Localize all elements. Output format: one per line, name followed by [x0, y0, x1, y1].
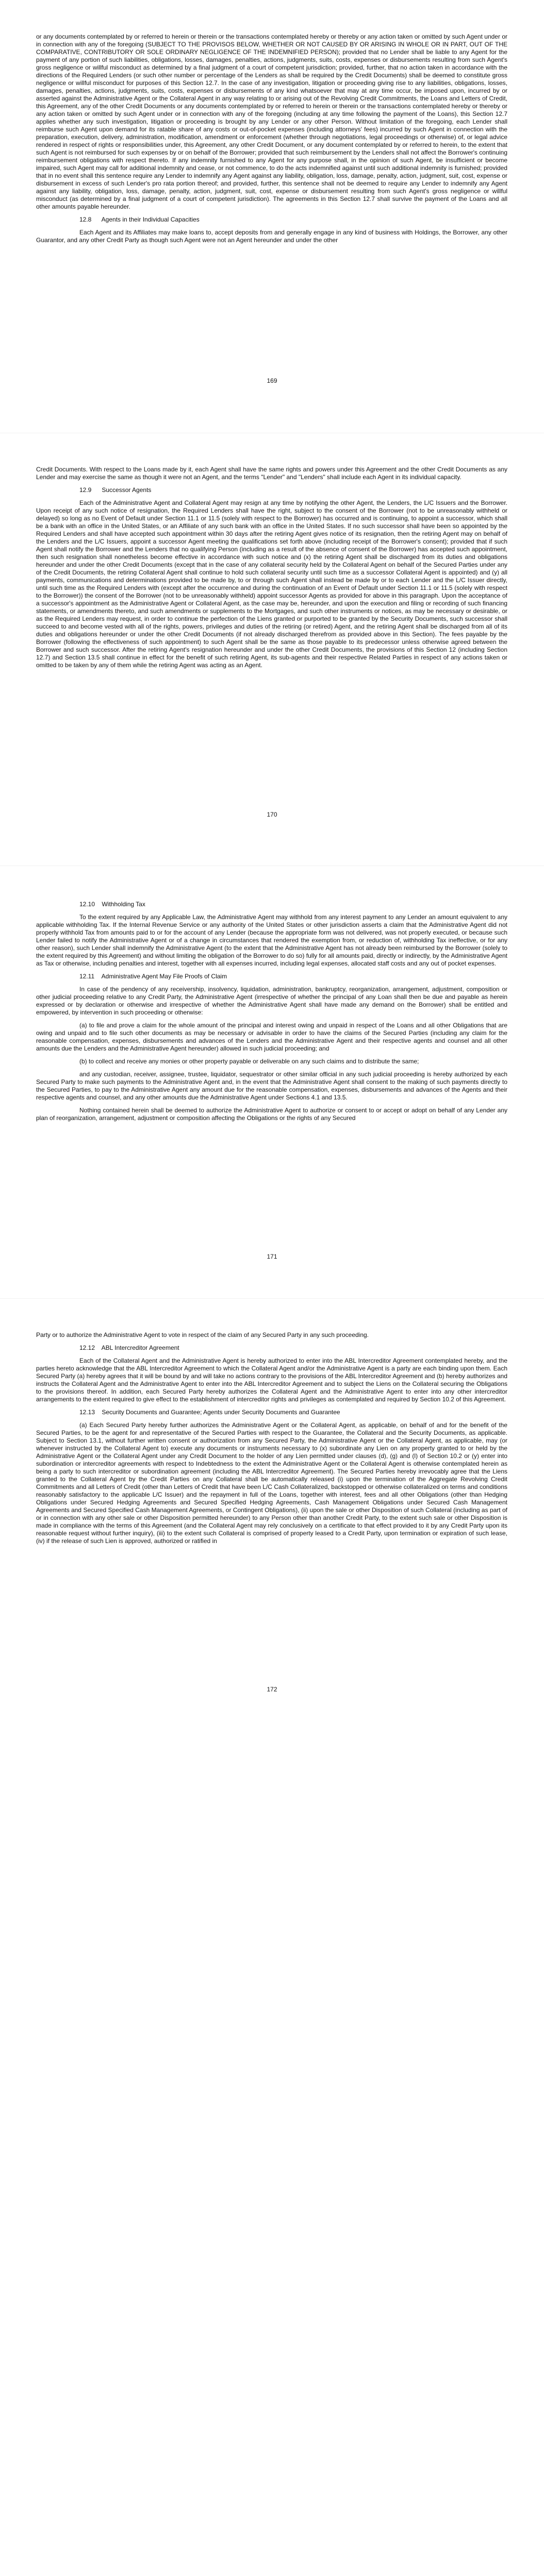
section-heading: [36, 486, 507, 494]
paragraph: Credit Documents. With respect to the Loans made by it, each Agent shall have the same rights and powers under this Agreement and the other Credit Documents as any Lender and may exercise the same as though it were not an Agent, and the terms "Lender" and "Lenders" shall include each Agent in its individual capacity.: [36, 466, 507, 481]
section-heading: [36, 901, 507, 908]
section-number: 12.9: [79, 486, 92, 494]
paragraph: To the extent required by any Applicable Law, the Administrative Agent may withhold from any interest payment to any Lender an amount equivalent to any applicable withholding Tax. If the Internal Revenue Service or any authority of the United States or other jurisdiction asserts a claim that the Administrative Agent did not properly withhold Tax from amounts paid to or for the account of any Lender (because the appropriate form was not delivered, was not properly executed, or because such Lender failed to notify the Administrative Agent or of a change in circumstances that rendered the exemption from, or reduction of, withholding Tax ineffective, or for any other reason), such Lender shall indemnify the Administrative Agent (to the extent that the Administrative Agent has not already been reimbursed by the Borrower (solely to the extent required by this Agreement) and without limiting the obligation of the Borrower to do so) fully for all amounts paid, directly or indirectly, by the Administrative Agent as Tax or otherwise, including penalties and interest, together with all expenses incurred, including legal expenses, allocated staff costs and any out of pocket expenses.: [36, 913, 507, 967]
section-title: Withholding Tax: [102, 901, 145, 908]
paragraph: Nothing contained herein shall be deemed to authorize the Administrative Agent to authorize or consent to or accept or adopt on behalf of any Lender any plan of reorganization, arrangement, adjustment or composition affecting the Obligations or the rights of any Secured: [36, 1107, 507, 1122]
section-heading: [36, 973, 507, 980]
page-body: [36, 1331, 507, 1550]
page-number: 172: [267, 1686, 277, 1693]
clause-a: (a) Each Secured Party hereby further authorizes the Administrative Agent or the Collateral Agent, as applicable, on behalf of and for the benefit of the Secured Parties, to be the agent for and representative of the Secured Parties with respect to the Guarantee, the Collateral and the Security Documents, as applicable. Subject to Section 13.1, without further written consent or authorization from any Secured Party, the Administrative Agent or the Collateral Agent, as applicable, may (or whenever instructed by the Collateral Agent to) execute any documents or instruments necessary to (x) subordinate any Lien on any property granted to or held by the Administrative Agent or the Collateral Agent under any Credit Document to the holder of any Lien permitted under clauses (d), (g) and (l) of Section 10.2 or (y) enter into subordination or intercreditor agreements with respect to Indebtedness to the extent the Administrative Agent or the Collateral Agent is otherwise contemplated herein as being a party to such intercreditor or subordination agreement (including the ABL Intercreditor Agreement). The Secured Parties hereby irrevocably agree that the Liens granted to the Collateral Agent by the Credit Parties on any Collateral shall be automatically released (i) upon the termination of the Aggregate Revolving Credit Commitments and all Letters of Credit (other than Letters of Credit that have been L/C Cash Collateralized, backstopped or otherwise collateralized on terms and conditions reasonably satisfactory to the applicable L/C Issuer) and the repayment in full of the Loans, together with interest, fees and all other Obligations (other than Hedging Obligations under Secured Hedging Agreements and Secured Specified Hedging Agreements, Cash Management Obligations under Secured Cash Management Agreements and Secured Specified Cash Management Agreements, or Contingent Obligations), (ii) upon the sale or other Disposition of such Collateral (including as part of or in connection with any other sale or other Disposition permitted hereunder) to any Person other than another Credit Party, to the extent such sale or other Disposition is made in compliance with the terms of this Agreement (and the Collateral Agent may rely conclusively on a certificate to that effect provided to it by any Credit Party upon its reasonable request without further inquiry), (iii) to the extent such Collateral is comprised of property leased to a Credit Party, upon termination or expiration of such lease, (iv) if the release of such Lien is approved, authorized or ratified in: [36, 1421, 507, 1545]
paragraph: Each Agent and its Affiliates may make loans to, accept deposits from and generally engage in any kind of business with Holdings, the Borrower, any other Guarantor, and any other Credit Party as though such Agent were not an Agent hereunder and under the other: [36, 229, 507, 244]
page-number: 170: [267, 811, 277, 818]
paragraph: Each of the Administrative Agent and Collateral Agent may resign at any time by notifying the other Agent, the Lenders, the L/C Issuers and the Borrower. Upon receipt of any such notice of resignation, the Required Lenders shall have the right, subject to the consent of the Borrower (not to be unreasonably withheld or delayed) so long as no Event of Default under Section 11.1 or 11.5 (solely with respect to the Borrower) has occurred and is continuing, to appoint a successor, which shall be a bank with an office in the United States, or an Affiliate of any such bank with an office in the United States. If no such successor shall have been so appointed by the Required Lenders and shall have accepted such appointment within 30 days after the retiring Agent gives notice of its resignation, then the retiring Agent may on behalf of the Lenders and the L/C Issuers, appoint a successor Agent meeting the qualifications set forth above (including receipt of the Borrower's consent); provided that if such Agent shall notify the Borrower and the Lenders that no qualifying Person (including as a result of the absence of consent of the Borrower) has accepted such appointment, then such resignation shall nonetheless become effective in accordance with such notice and (x) the retiring Agent shall be discharged from its duties and obligations hereunder and under the other Credit Documents (except that in the case of any collateral security held by the Collateral Agent on behalf of the Secured Parties under any of the Credit Documents, the retiring Collateral Agent shall continue to hold such collateral security until such time as a successor Collateral Agent is appointed) and (y) all payments, communications and determinations provided to be made by, to or through such Agent shall instead be made by or to each Lender and the L/C Issuer directly, until such time as the Required Lenders with (except after the occurrence and during the continuation of an Event of Default under Section 11.1 or 11.5 (solely with respect to the Borrower)) the consent of the Borrower (not to be unreasonably withheld) appoint successor Agents as provided for above in this paragraph. Upon the acceptance of a successor's appointment as the Administrative Agent or Collateral Agent, as the case may be, hereunder, and upon the execution and filing or recording of such financing statements, or amendments thereto, and such amendments or supplements to the Mortgages, and such other instruments or notices, as may be necessary or desirable, or as the Required Lenders may request, in order to continue the perfection of the Liens granted or purported to be granted by the Security Documents, such successor shall succeed to and become vested with all of the rights, powers, privileges and duties of the retiring (or retired) Agent, and the retiring Agent shall be discharged from all of its duties and obligations hereunder or under the other Credit Documents (if not already discharged therefrom as provided above in this Section). The fees payable by the Borrower (following the effectiveness of such appointment) to such Agent shall be the same as those payable to its predecessor unless otherwise agreed between the Borrower and such successor. After the retiring Agent's resignation hereunder and under the other Credit Documents, the provisions of this Section 12 (including Section 12.7) and Section 13.5 shall continue in effect for the benefit of such retiring Agent, its sub-agents and their respective Related Parties in respect of any actions taken or omitted to be taken by any of them while the retiring Agent was acting as an Agent.: [36, 499, 507, 669]
page-body: [36, 899, 507, 1127]
section-number: 12.8: [79, 216, 92, 223]
paragraph: and any custodian, receiver, assignee, trustee, liquidator, sequestrator or other similar official in any such judicial proceeding is hereby authorized by each Secured Party to make such payments to the Administrative Agent and, in the event that the Administrative Agent shall consent to the making of such payments directly to the Secured Parties, to pay to the Administrative Agent any amount due for the reasonable compensation, expenses, disbursements and advances of the Agents and their respective agents and counsel, and any other amounts due the Administrative Agent under Sections 4.1 and 13.5.: [36, 1071, 507, 1101]
section-heading: [36, 1409, 507, 1416]
paragraph: or any documents contemplated by or referred to herein or therein or the transactions contemplated hereby or thereby or any action taken or omitted by such Agent under or in connection with any of the foregoing (SUBJECT TO THE PROVISOS BELOW, WHETHER OR NOT CAUSED BY OR ARISING IN WHOLE OR IN PART, OUT OF THE COMPARATIVE, CONTRIBUTORY OR SOLE ORDINARY NEGLIGENCE OF THE INDEMNIFIED PERSON); provided that no Lender shall be liable to any Agent for the payment of any portion of such liabilities, obligations, losses, damages, penalties, actions, judgments, suits, costs, expenses or disbursements resulting from such Agent's gross negligence or willful misconduct as determined by a final judgment of a court of competent jurisdiction; provided, further, that no action taken in accordance with the directions of the Required Lenders (or such other number or percentage of the Lenders as shall be required by the Credit Documents) shall be deemed to constitute gross negligence or willful misconduct for purposes of this Section 12.7. In the case of any investigation, litigation or proceeding giving rise to any liabilities, obligations, losses, damages, penalties, actions, judgments, suits, costs, expenses or disbursements of any kind whatsoever that may at any time occur, be imposed upon, incurred by or asserted against the Administrative Agent or the Collateral Agent in any way relating to or arising out of the Revolving Credit Commitments, the Loans and Letters of Credit, this Agreement, any of the other Credit Documents or any documents contemplated by or referred to herein or therein or the transactions contemplated hereby or thereby or any action taken or omitted by such Agent under or in connection with any of the foregoing (including at any time following the payment of the Loans), this Section 12.7 applies whether any such investigation, litigation or proceeding is brought by any Lender or any other Person. Without limitation of the foregoing, each Lender shall reimburse such Agent upon demand for its ratable share of any costs or out-of-pocket expenses (including attorneys' fees) incurred by such Agent in connection with the preparation, execution, delivery, administration, modification, amendment or enforcement (whether through negotiations, legal proceedings or otherwise) of, or legal advice rendered in respect of rights or responsibilities under, this Agreement, any other Credit Document, or any document contemplated by or referred to herein, to the extent that such Agent is not reimbursed for such expenses by or on behalf of the Borrower; provided that such reimbursement by the Lenders shall not affect the Borrower's continuing reimbursement obligations with respect thereto. If any indemnity furnished to any Agent for any purpose shall, in the opinion of such Agent, be insufficient or become impaired, such Agent may call for additional indemnity and cease, or not commence, to do the acts indemnified against until such additional indemnity is furnished; provided that in no event shall this sentence require any Lender to indemnify any Agent against any liability, obligation, loss, damage, penalty, action, judgment, suit, cost, expense or disbursement in excess of such Lender's pro rata portion thereof; and provided, further, this sentence shall not be deemed to require any Lender to indemnify any Agent against any liability, obligation, loss, damage, penalty, action, judgment, suit, cost, expense or disbursement resulting from such Agent's gross negligence or willful misconduct (as determined by a final judgment of a court of competent jurisdiction). The agreements in this Section 12.7 shall survive the payment of the Loans and all other amounts payable hereunder.: [36, 33, 507, 210]
section-title: ABL Intercreditor Agreement: [101, 1344, 179, 1351]
section-number: 12.10: [79, 901, 95, 908]
page-body: [36, 33, 507, 249]
section-title: Security Documents and Guarantee; Agents under Security Documents and Guarantee: [102, 1409, 340, 1416]
page-divider: [0, 1298, 544, 1299]
section-number: 12.12: [79, 1344, 95, 1351]
page-number: 169: [267, 377, 277, 384]
section-number: 12.11: [79, 973, 95, 980]
section-heading: [36, 216, 507, 224]
section-number: 12.13: [79, 1409, 95, 1416]
paragraph: In case of the pendency of any receivership, insolvency, liquidation, administration, bankruptcy, reorganization, arrangement, adjustment, composition or other judicial proceeding relative to any Credit Party, the Administrative Agent (irrespective of whether the principal of any Loan shall then be due and payable as herein expressed or by declaration or otherwise and irrespective of whether the Administrative Agent shall have made any demand on the Borrower) shall be entitled and empowered, by intervention in such proceeding or otherwise:: [36, 986, 507, 1016]
clause-b: (b) to collect and receive any monies or other property payable or deliverable on any such claims and to distribute the same;: [79, 1058, 419, 1065]
section-heading: [36, 1344, 507, 1352]
section-title: Agents in their Individual Capacities: [101, 216, 200, 223]
paragraph: Each of the Collateral Agent and the Administrative Agent is hereby authorized to enter into the ABL Intercreditor Agreement contemplated hereby, and the parties hereto acknowledge that the ABL Intercreditor Agreement to which the Collateral Agent and/or the Administrative Agent is a party are each binding upon them. Each Secured Party (a) hereby agrees that it will be bound by and will take no actions contrary to the provisions of the ABL Intercreditor Agreement and (b) hereby authorizes and instructs the Collateral Agent and the Administrative Agent to enter into the ABL Intercreditor Agreement and to subject the Liens on the Collateral securing the Obligations to the provisions thereof. In addition, each Secured Party hereby authorizes the Collateral Agent and the Administrative Agent to enter into any other intercreditor arrangements to the extent required to give effect to the establishment of intercreditor rights and privileges as contemplated and required by Section 10.2 of this Agreement.: [36, 1357, 507, 1403]
section-title: Administrative Agent May File Proofs of Claim: [101, 973, 227, 980]
page-body: [36, 466, 507, 674]
page-number: 171: [267, 1253, 277, 1260]
section-title: Successor Agents: [102, 486, 152, 494]
paragraph: Party or to authorize the Administrative Agent to vote in respect of the claim of any Secured Party in any such proceeding.: [36, 1331, 369, 1338]
clause-a: (a) to file and prove a claim for the whole amount of the principal and interest owing and unpaid in respect of the Loans and all other Obligations that are owing and unpaid and to file such other documents as may be necessary or advisable in order to have the claims of the Secured Parties (including any claim for the reasonable compensation, expenses, disbursements and advances of the Lenders and the Administrative Agent and their respective agents and counsel and all other amounts due the Lenders and the Administrative Agent hereunder) allowed in such judicial proceeding; and: [36, 1022, 507, 1052]
